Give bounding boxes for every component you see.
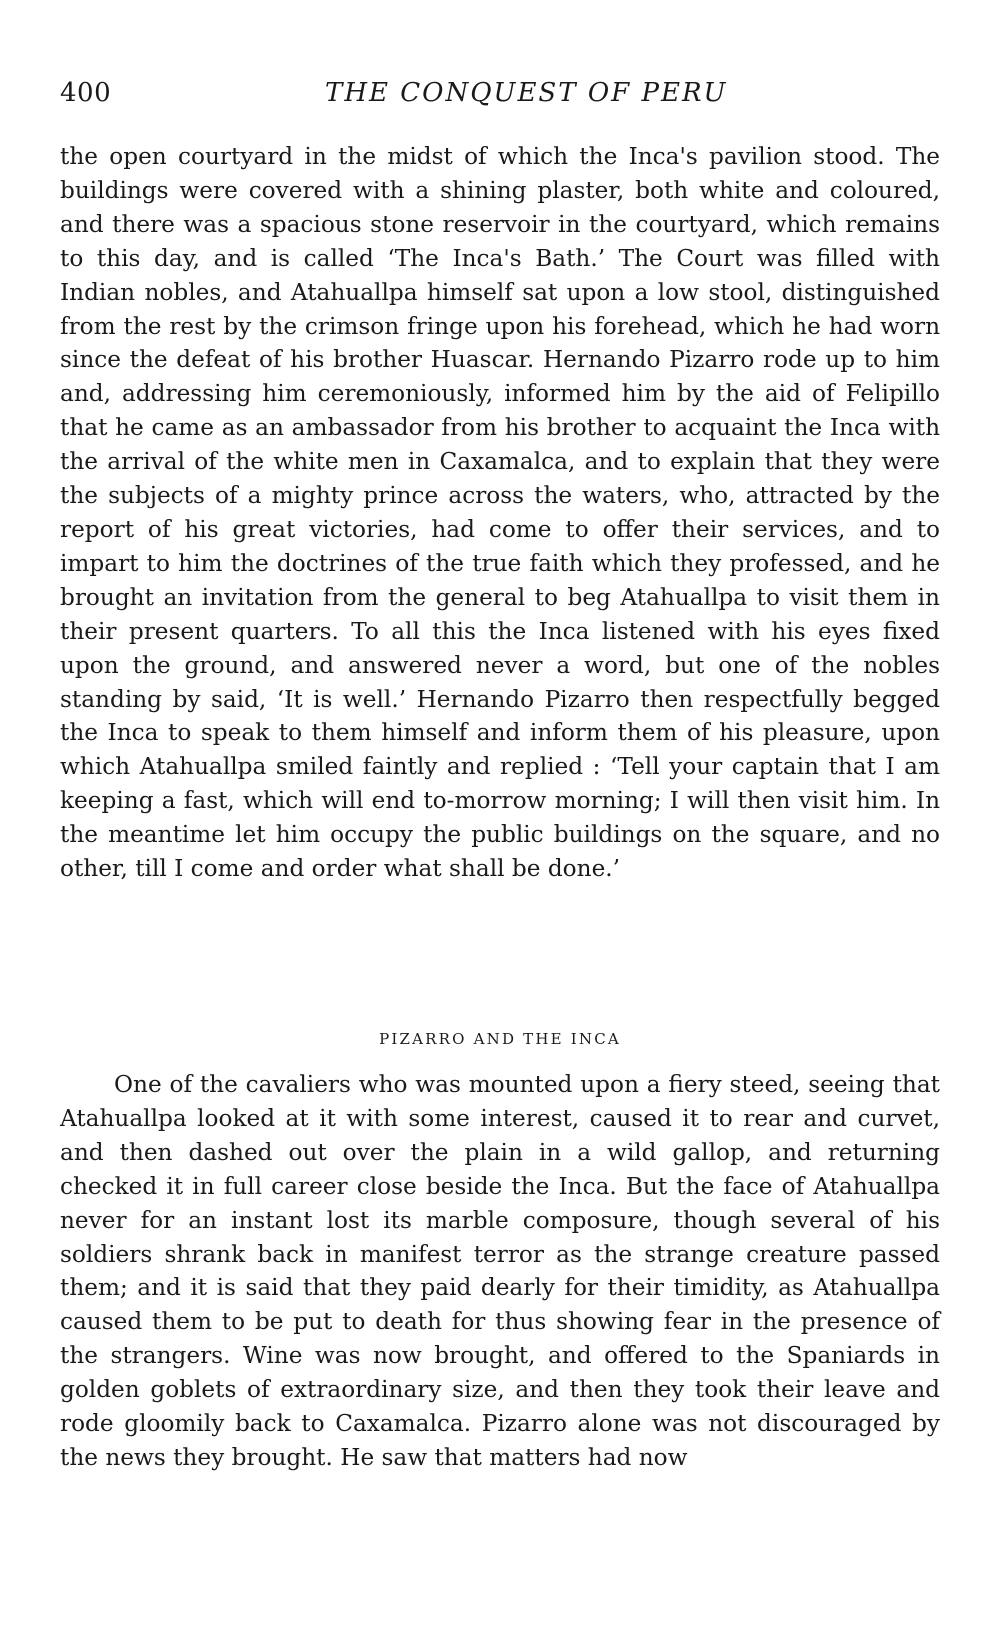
paragraph-pizarro-and-the-inca: One of the cavaliers who was mounted upon a fiery steed, seeing that Atahuallpa looked at it with some interest, caused it to rear and curvet, and then dashed out over the plain in a wild gallop, and returning checked it in full career close beside the Inca. But the face of Atahuallpa never for an instant lost its marble composure, though several of his soldiers shrank back in manifest terror as the strange creature passed them; and it is said that they paid dearly for their timidity, as Atahuallpa caused them to be put to death for thus showing fear in the presence of the strangers. Wine was now brought, and offered to the Spaniards in golden goblets of extraordinary size, and then they took their leave and rode gloomily back to Caxamalca. Pizarro alone was not discouraged by the news they brought. He saw that matters had now [60, 1071, 940, 1471]
running-head [60, 78, 940, 112]
section-heading: PIZARRO AND THE INCA [379, 1030, 621, 1048]
running-title: THE CONQUEST OF PERU [325, 78, 728, 108]
paragraph-continued: the open courtyard in the midst of which the Inca's pavilion stood. The buildings were covered with a shining plaster, both white and coloured, and there was a spacious stone reservoir in the courtyard, which remains to this day, and is called ‘The Inca's Bath.’ The Court was filled with Indian nobles, and Atahuallpa himself sat upon a low stool, distinguished from the rest by the crimson fringe upon his forehead, which he had worn since the defeat of his brother Huascar. Hernando Pizarro rode up to him and, addressing him ceremoniously, informed him by the aid of Felipillo that he came as an ambassador from his brother to acquaint the Inca with the arrival of the white men in Caxamalca, and to explain that they were the subjects of a mighty prince across the waters, who, attracted by the report of his great victories, had come to offer their services, and to impart to him the doctrines of the true faith which they professed, and he brought an invitation from the general to beg Atahuallpa to visit them in their present quarters. To all this the Inca listened with his eyes fixed upon the ground, and answered never a word, but one of the nobles standing by said, ‘It is well.’ Hernando Pizarro then respectfully begged the Inca to speak to them himself and inform them of his pleasure, upon which Atahuallpa smiled faintly and replied : ‘Tell your captain that I am keeping a fast, which will end to-morrow morning; I will then visit him. In the meantime let him occupy the public buildings on the square, and no other, till I come and order what shall be done.’ [60, 143, 940, 883]
page-number: 400 [60, 78, 112, 108]
